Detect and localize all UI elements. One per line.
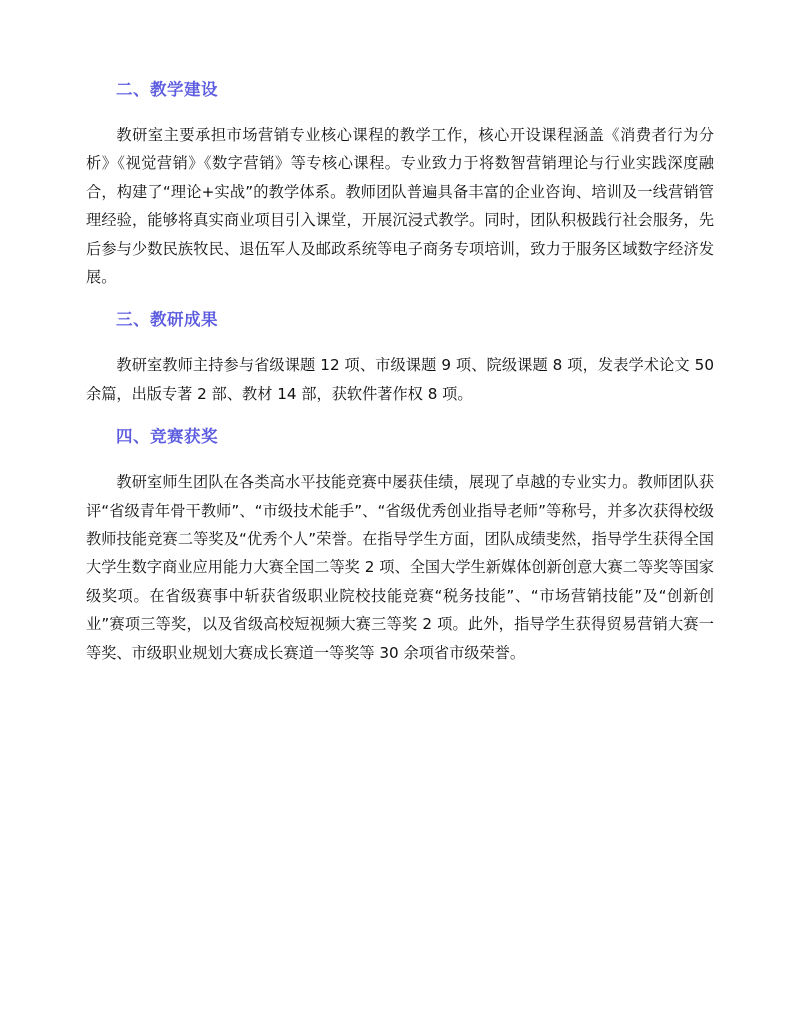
section-teaching-construction [86, 78, 714, 308]
section-competition-awards [86, 425, 714, 667]
section-heading: 四、竞赛获奖 [116, 427, 218, 447]
section-heading: 三、教研成果 [116, 310, 218, 330]
section-heading: 二、教学建设 [116, 80, 218, 99]
section-paragraph: 教研室主要承担市场营销专业核心课程的教学工作，核心开设课程涵盖《消费者行为分析》《视觉营销》《数字营销》等专核心课程。专业致力于将数智营销理论与行业实践深度融合，构建了“理论+实战”的教学体系。教师团队普遍具备丰富的企业咨询、培训及一线营销管理经验，能够将真实商业项目引入课堂，开展沉浸式教学。同时，团队积极践行社会服务，先后参与少数民族牧民、退伍军人及邮政系统等电子商务专项培训，致力于服务区域数字经济发展。 [86, 126, 714, 287]
section-research-results [86, 308, 714, 425]
section-paragraph: 教研室教师主持参与省级课题 12 项、市级课题 9 项、院级课题 8 项，发表学术论文 50 余篇，出版专著 2 部、教材 14 部，获软件著作权 8 项。 [86, 356, 714, 403]
section-paragraph: 教研室师生团队在各类高水平技能竞赛中屡获佳绩，展现了卓越的专业实力。教师团队获评“省级青年骨干教师”、“市级技术能手”、“省级优秀创业指导老师”等称号，并多次获得校级教师技能竞赛二等奖及“优秀个人”荣誉。在指导学生方面，团队成绩斐然，指导学生获得全国大学生数字商业应用能力大赛全国二等奖 2 项、全国大学生新媒体创新创意大赛二等奖等国家级奖项。在省级赛事中斩获省级职业院校技能竞赛“税务技能”、“市场营销技能”及“创新创业”赛项三等奖，以及省级高校短视频大赛三等奖 2 项。此外，指导学生获得贸易营销大赛一等奖、市级职业规划大赛成长赛道一等奖等 30 余项省市级荣誉。 [86, 473, 714, 662]
